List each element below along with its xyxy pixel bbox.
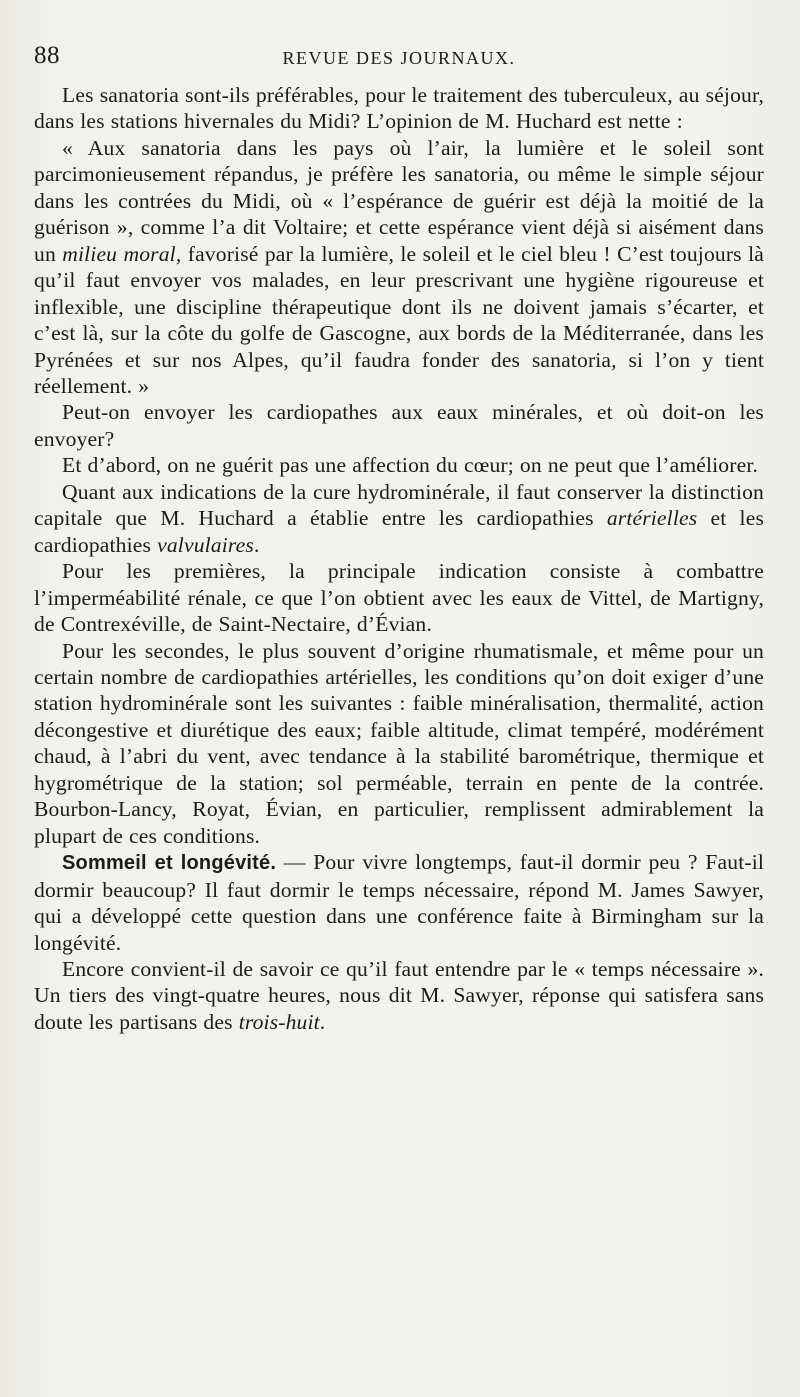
paragraph-sanatoria-question: Les sanatoria sont-ils préférables, pour le traitement des tuberculeux, au séjour, dans les stations hivernales du Midi? L’opinion de M. Huchard est nette : [34, 83, 764, 134]
paragraph-cardiopathes-question: Peut-on envoyer les cardiopathes aux eaux minérales, et où doit-on les envoyer? [34, 400, 764, 451]
page-number: 88 [34, 42, 60, 69]
italic-term: artérielles [606, 506, 698, 531]
section-title: Sommeil et longévité. [62, 852, 277, 875]
paragraph-second-indication: Pour les secondes, le plus souvent d’origine rhumatismale, et même pour un certain nombre de cardiopathies artérielles, les conditions qu’on doit exiger d’une station hydrominérale sont les suivantes : faible minéralisation, thermalité, action décongestive et diurétique des eaux; faible altitude, climat tempéré, modérément chaud, à l’abri du vent, avec tendance à la stabilité barométrique, thermique et hygrométrique de la station; sol perméable, terrain en pente de la contrée. Bourbon-Lancy, Royat, Évian, en particulier, remplissent admirablement la plupart de ces conditions. [34, 638, 764, 848]
paragraph-sleep-longevity: Sommeil et longévité. — Pour vivre longtemps, faut-il dormir peu ? Faut-il dormir beaucoup? Il faut dormir le temps nécessaire, répond M. James Sawyer, qui a développé cette question dans une conférence faite à Birmingham sur la longévité. [34, 850, 764, 955]
page-header [34, 38, 764, 78]
running-title: REVUE DES JOURNAUX. [282, 48, 516, 68]
paragraph-huchard-quote: « Aux sanatoria dans les pays où l’air, la lumière et le soleil sont parcimonieusement répandus, je préfère les sanatoria, ou même le simple séjour dans les contrées du Midi, où « l’espérance de guérir est déjà la moitié de la guérison », comme l’a dit Voltaire; et cette espérance vient déjà si aisément dans un milieu moral, favorisé par la lumière, le soleil et le ciel bleu ! C’est toujours là qu’il faut envoyer vos malades, en leur prescrivant une hygiène rigoureuse et inflexible, une discipline thérapeutique dont ils ne doivent jamais s’écarter, et c’est là, sur la côte du golfe de Gascogne, aux bords de la Méditerranée, dans les Pyrénées et sur nos Alpes, qu’il faudra fonder des sanatoria, si l’on y tient réellement. » [34, 135, 764, 398]
italic-term: valvulaires [157, 532, 254, 557]
paragraph-indications: Quant aux indications de la cure hydrominérale, il faut conserver la distinction capitale que M. Huchard a établie entre les cardiopathies artérielles et les cardiopathies valvulaires. [34, 479, 764, 557]
italic-term: milieu moral [62, 241, 176, 266]
italic-term: trois-huit [238, 1009, 320, 1034]
paragraph-heart-affection: Et d’abord, on ne guérit pas une affection du cœur; on ne peut que l’améliorer. [62, 453, 759, 478]
article-body [34, 82, 764, 1035]
paragraph-first-indication: Pour les premières, la principale indication consiste à combattre l’imperméabilité rénale, ce que l’on obtient avec les eaux de Vittel, de Martigny, de Contrexéville, de Saint-Nectaire, d’Évian. [34, 559, 764, 637]
paragraph-necessary-time: Encore convient-il de savoir ce qu’il faut entendre par le « temps nécessaire ». Un tiers des vingt-quatre heures, nous dit M. Sawyer, réponse qui satisfera sans doute les partisans des trois-huit. [34, 956, 764, 1034]
